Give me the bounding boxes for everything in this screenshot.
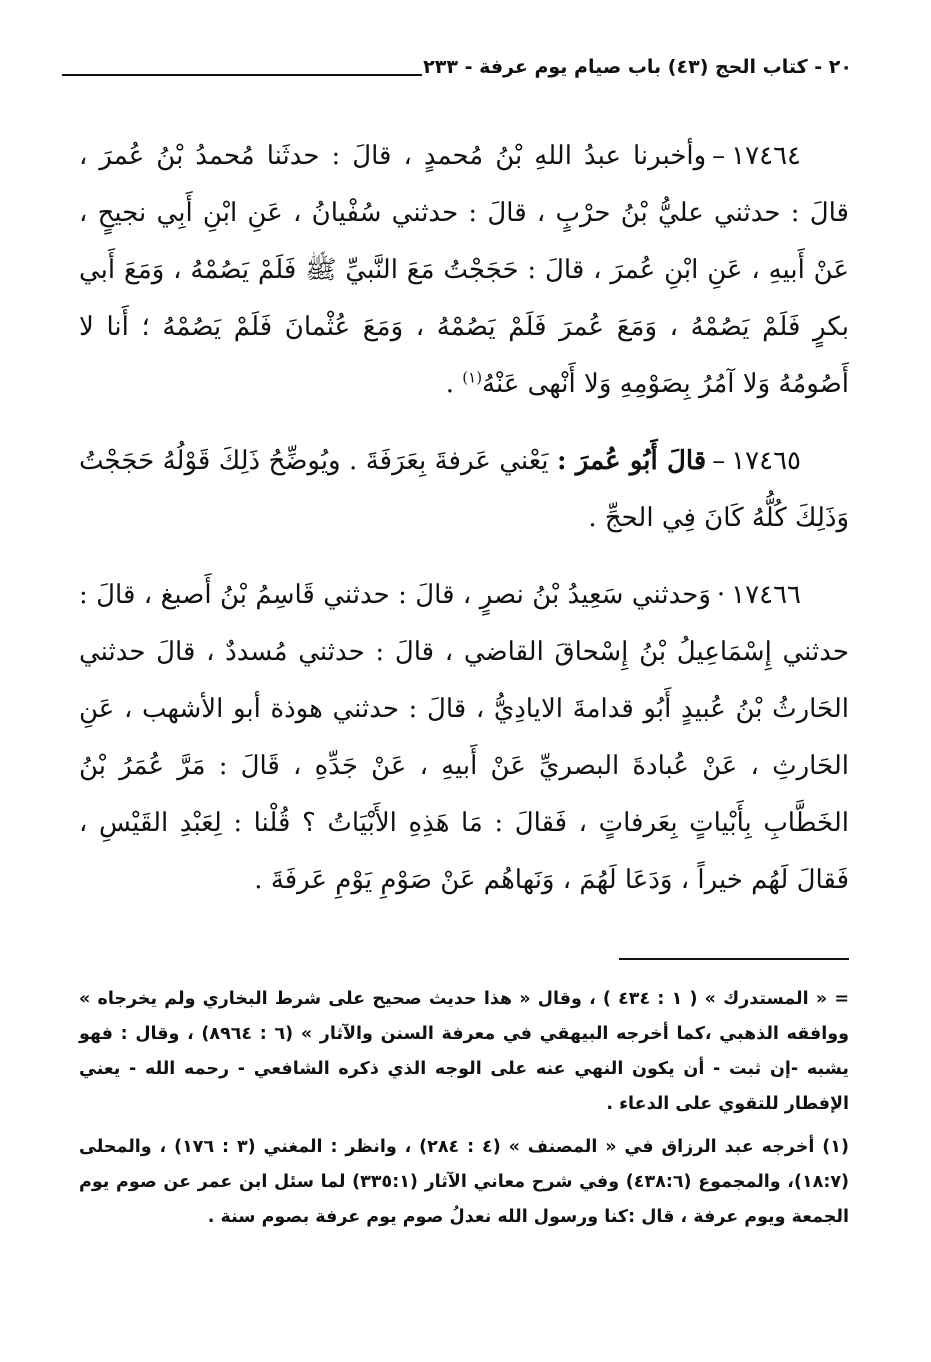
paragraph-17464 — [79, 128, 849, 413]
header-rule — [62, 74, 422, 76]
paragraph-number: ١٧٤٦٥ — [731, 446, 802, 476]
paragraph-separator: · — [716, 580, 726, 610]
paragraph-tail: . — [254, 865, 271, 895]
paragraph-17466 — [79, 567, 849, 909]
paragraph-separator: – — [712, 446, 726, 476]
paragraph-17465 — [79, 433, 849, 547]
paragraph-lead: قالَ أَبُو عُمرَ : — [556, 446, 707, 476]
paragraph-text: يَعْني عَرفةَ بِعَرَفَةَ . ويُوضِّحُ ذَلِكَ قَوْلُهُ حَجَجْتُ وَذَلِكَ كُلُّهُ كَانَ فِي الحجِّ — [79, 446, 849, 533]
paragraph-separator: – — [712, 141, 726, 171]
footnote-continued: = « المستدرك » ( ١ : ٤٣٤ ) ، وقال « هذا حديث صحيح على شرط البخاري ولم يخرجاه » ووافقه الذهبي ،كما أخرجه البيهقي في معرفة السنن والآثار » (٦ : ٨٩٦٤) ، وقال : فهو يشبه -إن ثبت - أن يكون النهي عنه على الوجه الذي ذكره الشافعي - رحمه الله - يعني الإفطار للتقوي على الدعاء . — [79, 989, 849, 1114]
paragraph-number: ١٧٤٦٦ — [731, 580, 801, 610]
main-text — [79, 128, 849, 929]
paragraph-text: وَحدثني سَعِيدُ بْنُ نصرٍ ، قالَ : حدثني قَاسِمُ بْنُ أَصبغ ، قالَ : حدثني إِسْمَاعِيلُ بْنُ إِسْحاقَ القاضي ، قالَ : حدثني مُسددٌ ، قالَ حدثني الحَارثُ بْنُ عُبيدٍ أَبُو قدامةَ الايادِيُّ ، قالَ : حدثني هوذة أبو الأشهب ، عَنِ الحَارثِ ، عَنْ عُبادةَ البصريِّ عَنْ أَبيهِ ، عَنْ جَدِّهِ ، قَالَ : مَرَّ عُمَرُ بْنُ الخَطَّابِ بِأَبْياتٍ بِعَرفاتٍ ، فَقالَ : مَا هَذِهِ الأَبْيَاتُ ؟ قُلْنا : لِعَبْدِ القَيْسِ ، فَقالَ لَهُم خيراً ، وَدَعَا لَهُمَ ، وَنَهاهُم عَنْ صَوْمِ يَوْمِ عَرفَةَ — [79, 580, 849, 895]
running-header — [62, 52, 852, 92]
paragraph-tail: . — [588, 503, 605, 533]
paragraph-text: وأخبرنا عبدُ اللهِ بْنُ مُحمدٍ ، قالَ : حدثَنا مُحمدُ بْنُ عُمرَ ، قالَ : حدثني عليُّ بْنُ حرْبٍ ، قالَ : حدثني سُفْيانُ ، عَنِ ابْنِ أَبِي نجيحٍ ، عَنْ أَبيهِ ، عَنِ ابْنِ عُمرَ ، قالَ : حَجَجْتُ مَعَ النَّبيِّ ﷺ فَلَمْ يَصُمْهُ ، وَمَعَ أَبي بكرٍ فَلَمْ يَصُمْهُ ، وَمَعَ عُمرَ فَلَمْ يَصُمْهُ ، وَمَعَ عُثْمانَ فَلَمْ يَصُمْهُ ؛ أَنا لا أَصُومُهُ وَلا آمُرُ بِصَوْمِهِ وَلا أَنْهى عَنْهُ — [79, 141, 849, 399]
paragraph-tail: . — [445, 369, 463, 399]
paragraph-number: ١٧٤٦٤ — [731, 141, 801, 171]
header-text: ٢٠ - كتاب الحج (٤٣) باب صيام يوم عرفة - ٢٣٣ — [423, 56, 852, 78]
footnote-ref[interactable]: (١) — [462, 368, 483, 387]
footnote-1: (١) أخرجه عبد الرزاق في « المصنف » (٤ : ٢٨٤) ، وانظر : المغني (٣ : ١٧٦) ، والمحلى (١٨:٧)، والمجموع (٤٣٨:٦) وفي شرح معاني الآثار (٣٣٥:١) لما سئل ابن عمر عن صوم يوم الجمعة ويوم عرفة ، قال :كنا ورسول الله نعدلُ صوم يوم عرفة بصوم سنة . — [79, 1137, 850, 1227]
footnote-rule — [619, 958, 849, 960]
footnotes — [79, 982, 849, 1243]
